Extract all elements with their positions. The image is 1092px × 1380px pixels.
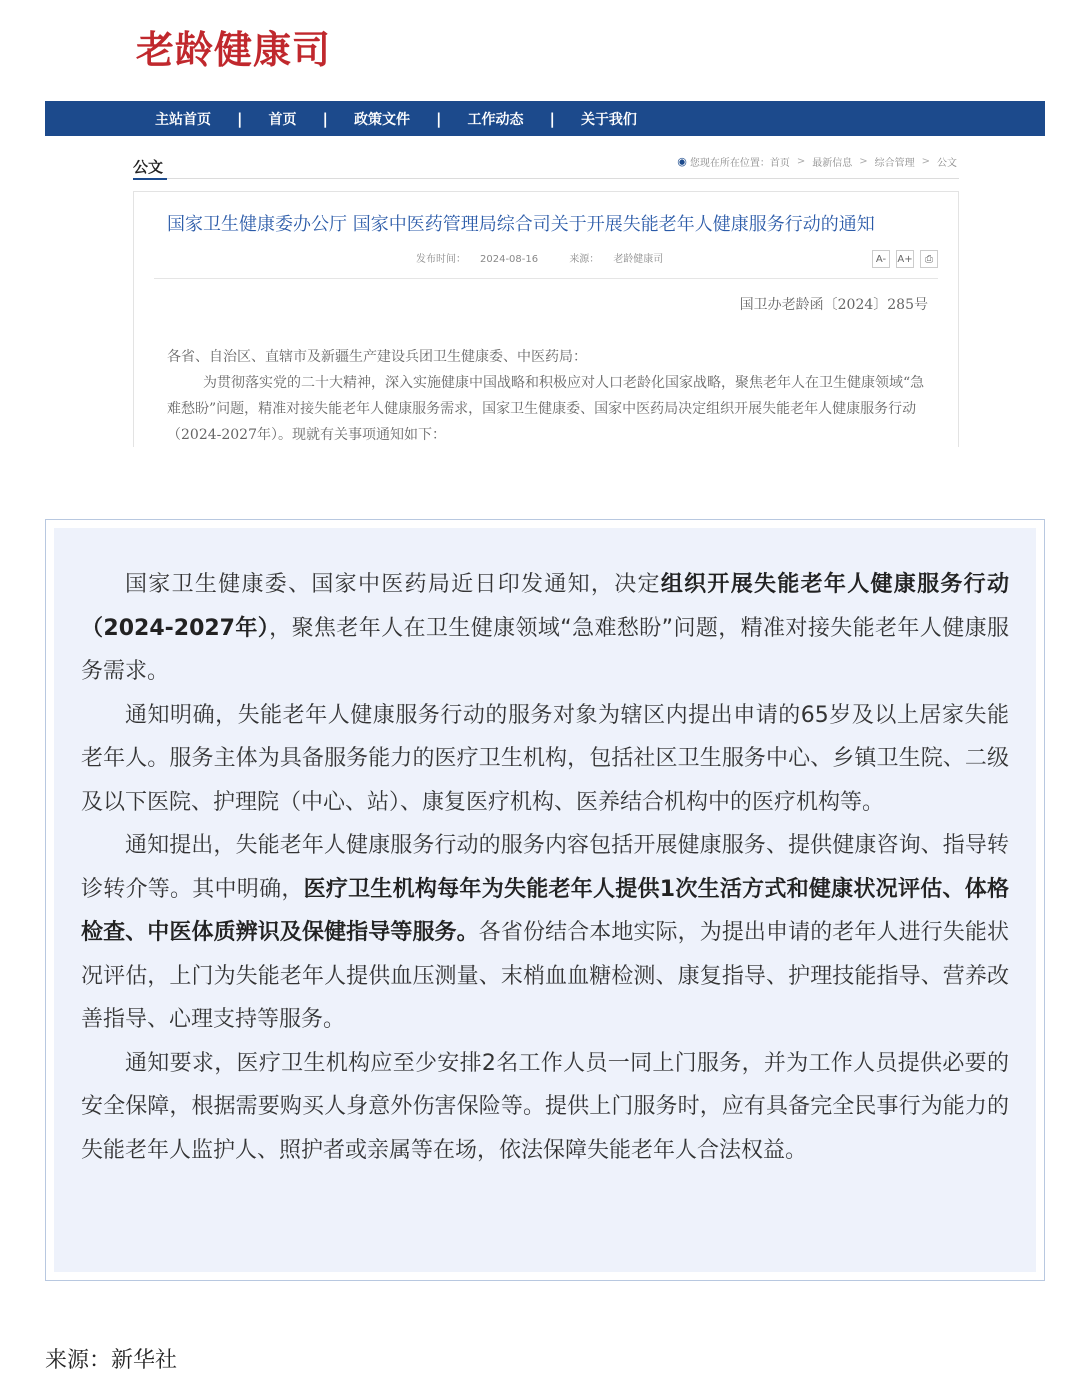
- summary-text-run: 国家卫生健康委、国家中医药局近日印发通知，决定: [125, 572, 661, 597]
- breadcrumb-item-latest[interactable]: 最新信息: [812, 158, 853, 169]
- document-addressee: 各省、自治区、直辖市及新疆生产建设兵团卫生健康委、中医药局：: [167, 349, 587, 365]
- divider: [154, 278, 938, 279]
- article-source: 来源：新华社: [45, 1348, 178, 1373]
- nav-separator: |: [435, 109, 442, 128]
- date-label: 发布时间：: [416, 254, 466, 265]
- nav-item-main-site-home[interactable]: 主站首页: [155, 111, 211, 128]
- summary-paragraph-1: [81, 563, 1009, 694]
- summary-box: [45, 519, 1045, 1281]
- breadcrumb-label: 您现在所在位置：: [689, 158, 770, 169]
- document-body: [167, 344, 929, 447]
- document-tools: [872, 250, 938, 268]
- summary-paragraph-4: 通知要求，医疗卫生机构应至少安排2名工作人员一同上门服务，并为工作人员提供必要的安全保障，根据需要购买人身意外伤害保险等。提供上门服务时，应有具备完全民事行为能力的失能老年人监护人、照护者或亲属等在场，依法保障失能老年人合法权益。: [81, 1050, 1009, 1163]
- nav-item-work-updates[interactable]: 工作动态: [467, 111, 524, 128]
- main-navbar: [45, 101, 1045, 136]
- nav-item-about-us[interactable]: 关于我们: [580, 111, 637, 128]
- site-logo[interactable]: 老龄健康司: [136, 28, 332, 72]
- printer-icon: ⎙: [925, 253, 933, 265]
- breadcrumb-item-home[interactable]: 首页: [769, 158, 790, 169]
- breadcrumb-item-general[interactable]: 综合管理: [874, 158, 915, 169]
- breadcrumb-item-current: 公文: [937, 158, 957, 169]
- section-header: [133, 152, 959, 179]
- summary-text-run: 各省份结合本地实际，为提出申请的老年人进行失能状况评估，上门为失能老年人提供血压测量、末梢血血糖检测、康复指导、护理技能指导、营养改善指导、心理支持等服务。: [81, 920, 1009, 1032]
- font-increase-button[interactable]: A+: [896, 250, 914, 268]
- summary-bold-run: 医疗卫生机构每年为失能老年人提供1次生活方式和健康状况评估、体格检查、中医体质辨识及保健指导等服务。: [81, 876, 1009, 945]
- breadcrumb-chevron-icon: >: [859, 156, 868, 167]
- document-source: 老龄健康司: [613, 254, 664, 265]
- document-paragraph: 为贯彻落实党的二十大精神，深入实施健康中国战略和积极应对人口老龄化国家战略，聚焦老年人在卫生健康领域“急难愁盼”问题，精准对接失能老年人健康服务需求，国家卫生健康委、国家中医药局决定组织开展失能老年人健康服务行动（2024-2027年）。现就有关事项通知如下：: [167, 375, 925, 443]
- nav-separator: |: [549, 109, 555, 128]
- summary-text: [81, 563, 1009, 1172]
- summary-text-run: ，聚焦老年人在卫生健康领域“急难愁盼”问题，精准对接失能老年人健康服务需求。: [81, 615, 1009, 684]
- breadcrumb-chevron-icon: >: [796, 156, 806, 167]
- document-panel: [133, 191, 959, 447]
- document-meta: [416, 250, 691, 265]
- breadcrumb-chevron-icon: >: [921, 156, 930, 167]
- summary-paragraph-2: 通知明确，失能老年人健康服务行动的服务对象为辖区内提出申请的65岁及以上居家失能老年人。服务主体为具备服务能力的医疗卫生机构，包括社区卫生服务中心、乡镇卫生院、二级及以下医院、护理院（中心、站）、康复医疗机构、医养结合机构中的医疗机构等。: [81, 702, 1009, 815]
- nav-separator: |: [237, 109, 243, 128]
- document-number: 国卫办老龄函〔2024〕285号: [739, 297, 928, 313]
- summary-paragraph-3: [81, 824, 1009, 1042]
- nav-item-home[interactable]: 首页: [268, 111, 297, 128]
- font-decrease-button[interactable]: A-: [872, 250, 890, 268]
- nav-separator: |: [322, 109, 328, 128]
- breadcrumb: [677, 154, 957, 169]
- summary-background: [54, 528, 1036, 1272]
- section-title: 公文: [133, 158, 164, 176]
- print-button[interactable]: [920, 250, 938, 268]
- summary-bold-run: 组织开展失能老年人健康服务行动（2024-2027年）: [81, 572, 1009, 641]
- document-title: 国家卫生健康委办公厅 国家中医药管理局综合司关于开展失能老年人健康服务行动的通知: [167, 214, 875, 235]
- publish-date: 2024-08-16: [480, 254, 539, 265]
- location-pin-icon: ◉: [677, 155, 687, 168]
- summary-text-run: 通知提出，失能老年人健康服务行动的服务内容包括开展健康服务、提供健康咨询、指导转诊转介等。其中明确，: [81, 833, 1009, 902]
- source-label: 来源：: [569, 254, 600, 265]
- nav-item-policy-files[interactable]: 政策文件: [353, 111, 410, 128]
